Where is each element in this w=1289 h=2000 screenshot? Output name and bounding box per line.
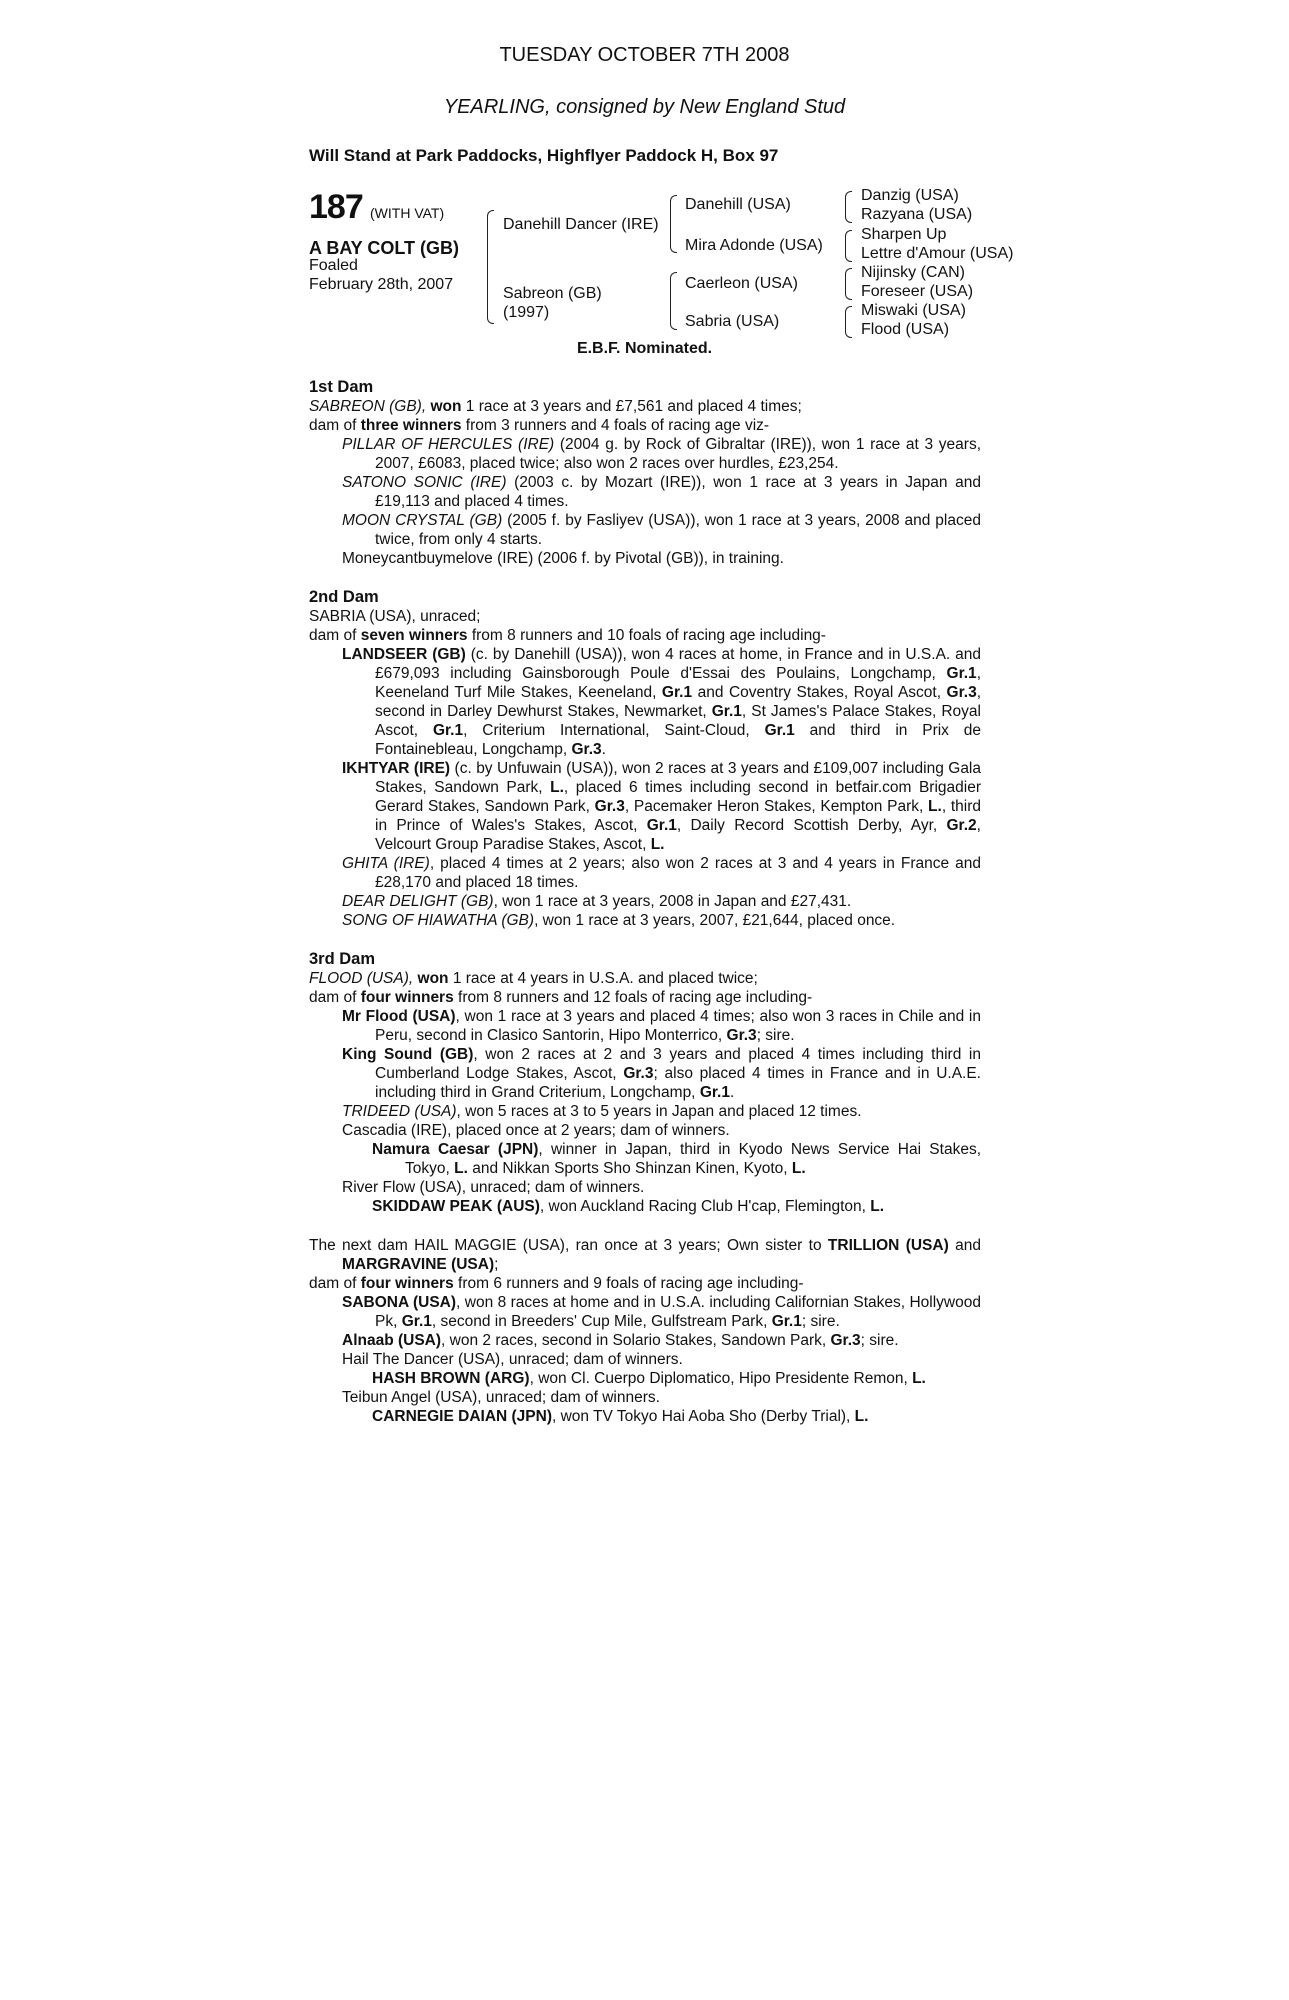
dd-sire: Miswaki (USA) <box>861 302 966 319</box>
next-dam-section <box>309 1236 981 1426</box>
pedigree-brace-sire <box>670 195 677 253</box>
sale-date: TUESDAY OCTOBER 7TH 2008 <box>499 44 790 66</box>
produce-entry: SKIDDAW PEAK (AUS), won Auckland Racing Club H'cap, Flemington, L. <box>372 1198 885 1215</box>
produce-entry: Moneycantbuymelove (IRE) (2006 f. by Pivotal (GB)), in training. <box>342 550 784 567</box>
sire-sire: Danehill (USA) <box>685 196 791 213</box>
produce-entry: Hail The Dancer (USA), unraced; dam of winners. <box>342 1351 683 1368</box>
second-dam-line: SABRIA (USA), unraced; <box>309 608 481 625</box>
ebf-nominated: E.B.F. Nominated. <box>576 340 713 357</box>
dam-sire: Caerleon (USA) <box>685 275 798 292</box>
foaled-date: February 28th, 2007 <box>309 276 454 293</box>
pedigree-brace-ss <box>845 191 852 223</box>
dam-dam: Sabria (USA) <box>685 313 780 330</box>
sire-name: Danehill Dancer (IRE) <box>503 216 659 233</box>
first-dam-section <box>309 378 981 568</box>
sire-dam: Mira Adonde (USA) <box>685 237 823 254</box>
produce-entry: TRIDEED (USA), won 5 races at 3 to 5 years in Japan and placed 12 times. <box>342 1103 862 1120</box>
first-dam-produce-summary: dam of three winners from 3 runners and 4 foals of racing age viz- <box>309 417 770 434</box>
produce-entry: Alnaab (USA), won 2 races, second in Solario Stakes, Sandown Park, Gr.3; sire. <box>342 1332 899 1349</box>
produce-entry: HASH BROWN (ARG), won Cl. Cuerpo Diplomatico, Hipo Presidente Remon, L. <box>372 1370 926 1387</box>
produce-entry: IKHTYAR (IRE) (c. by Unfuwain (USA)), won 2 races at 3 years and £109,007 including Gala Stakes, Sandown Park, L., placed 6 times including second in betfair.com Brigadier Gerard Stakes, Sandown Park, Gr.3, Pacemaker Heron Stakes, Kempton Park, L., third in Prince of Wales's Stakes, Ascot, Gr.1, Daily Record Scottish Derby, Ayr, Gr.2, Velcourt Group Paradise Stakes, Ascot, L. <box>342 760 982 853</box>
second-dam-section <box>309 588 981 930</box>
ss-sire: Danzig (USA) <box>861 187 959 204</box>
produce-entry: MOON CRYSTAL (GB) (2005 f. by Fasliyev (USA)), won 1 race at 3 years, 2008 and placed twice, from only 4 starts. <box>342 512 981 548</box>
first-dam-line: SABREON (GB), won 1 race at 3 years and £7,561 and placed 4 times; <box>309 398 802 415</box>
pedigree-brace-sd <box>845 230 852 262</box>
third-dam-section <box>309 950 981 1216</box>
third-dam-heading: 3rd Dam <box>309 950 376 968</box>
second-dam-produce-summary: dam of seven winners from 8 runners and 10 foals of racing age including- <box>309 627 826 644</box>
first-dam-heading: 1st Dam <box>309 378 374 396</box>
produce-entry: River Flow (USA), unraced; dam of winners. <box>342 1179 645 1196</box>
catalogue-body <box>309 378 981 1426</box>
produce-entry: King Sound (GB), won 2 races at 2 and 3 years and placed 4 times including third in Cumberland Lodge Stakes, Ascot, Gr.3; also placed 4 times in France and in U.A.E. including third in Grand Criterium, Longchamp, Gr.1. <box>342 1046 981 1101</box>
produce-entry: CARNEGIE DAIAN (JPN), won TV Tokyo Hai Aoba Sho (Derby Trial), L. <box>372 1408 869 1425</box>
produce-entry: SONG OF HIAWATHA (GB), won 1 race at 3 years, 2007, £21,644, placed once. <box>342 912 896 929</box>
produce-entry: PILLAR OF HERCULES (IRE) (2004 g. by Rock of Gibraltar (IRE)), won 1 race at 3 years, 2007, £6083, placed twice; also won 2 races over hurdles, £23,254. <box>342 436 982 472</box>
vat-note: (WITH VAT) <box>370 205 445 221</box>
produce-entry: GHITA (IRE), placed 4 times at 2 years; also won 2 races at 3 and 4 years in France and £28,170 and placed 18 times. <box>342 855 981 891</box>
produce-entry: Teibun Angel (USA), unraced; dam of winners. <box>342 1389 660 1406</box>
horse-name: A BAY COLT (GB) <box>309 238 460 258</box>
sd-dam: Lettre d'Amour (USA) <box>861 245 1014 262</box>
dam-year: (1997) <box>503 304 550 321</box>
sd-sire: Sharpen Up <box>861 226 947 243</box>
third-dam-produce-summary: dam of four winners from 8 runners and 12 foals of racing age including- <box>309 989 813 1006</box>
second-dam-heading: 2nd Dam <box>309 588 379 606</box>
produce-entry: Cascadia (IRE), placed once at 2 years; dam of winners. <box>342 1122 730 1139</box>
pedigree-brace-dd <box>845 306 852 338</box>
pedigree-brace-main <box>487 210 494 324</box>
ds-dam: Foreseer (USA) <box>861 283 974 300</box>
produce-entry: DEAR DELIGHT (GB), won 1 race at 3 years, 2008 in Japan and £27,431. <box>342 893 852 910</box>
ss-dam: Razyana (USA) <box>861 206 973 223</box>
lot-number: 187 <box>309 188 363 226</box>
dam-name: Sabreon (GB) <box>503 285 602 302</box>
next-dam-line: The next dam HAIL MAGGIE (USA), ran once at 3 years; Own sister to TRILLION (USA) and MARGRAVINE (USA); <box>309 1237 981 1273</box>
stand-location: Will Stand at Park Paddocks, Highflyer Paddock H, Box 97 <box>309 146 779 165</box>
next-dam-produce-summary: dam of four winners from 6 runners and 9 foals of racing age including- <box>309 1275 804 1292</box>
produce-entry: LANDSEER (GB) (c. by Danehill (USA)), won 4 races at home, in France and in U.S.A. and £679,093 including Gainsborough Poule d'Essai des Poulains, Longchamp, Gr.1, Keeneland Turf Mile Stakes, Keeneland, Gr.1 and Coventry Stakes, Royal Ascot, Gr.3, second in Darley Dewhurst Stakes, Newmarket, Gr.1, St James's Palace Stakes, Royal Ascot, Gr.1, Criterium International, Saint-Cloud, Gr.1 and third in Prix de Fontainebleau, Longchamp, Gr.3. <box>342 646 982 758</box>
consignment-line: YEARLING, consigned by New England Stud <box>443 96 846 118</box>
produce-entry: SABONA (USA), won 8 races at home and in U.S.A. including Californian Stakes, Hollywood Pk, Gr.1, second in Breeders' Cup Mile, Gulfstream Park, Gr.1; sire. <box>342 1294 981 1330</box>
pedigree-brace-dam <box>670 272 677 330</box>
third-dam-line: FLOOD (USA), won 1 race at 4 years in U.S.A. and placed twice; <box>309 970 758 987</box>
pedigree-brace-ds <box>845 268 852 300</box>
produce-entry: SATONO SONIC (IRE) (2003 c. by Mozart (IRE)), won 1 race at 3 years in Japan and £19,113 and placed 4 times. <box>342 474 981 510</box>
produce-entry: Namura Caesar (JPN), winner in Japan, third in Kyodo News Service Hai Stakes, Tokyo, L. and Nikkan Sports Sho Shinzan Kinen, Kyoto, L. <box>372 1141 981 1177</box>
dd-dam: Flood (USA) <box>861 321 950 338</box>
produce-entry: Mr Flood (USA), won 1 race at 3 years and placed 4 times; also won 3 races in Chile and in Peru, second in Clasico Santorin, Hipo Monterrico, Gr.3; sire. <box>342 1008 981 1044</box>
foaled-label: Foaled <box>309 257 358 274</box>
ds-sire: Nijinsky (CAN) <box>861 264 965 281</box>
